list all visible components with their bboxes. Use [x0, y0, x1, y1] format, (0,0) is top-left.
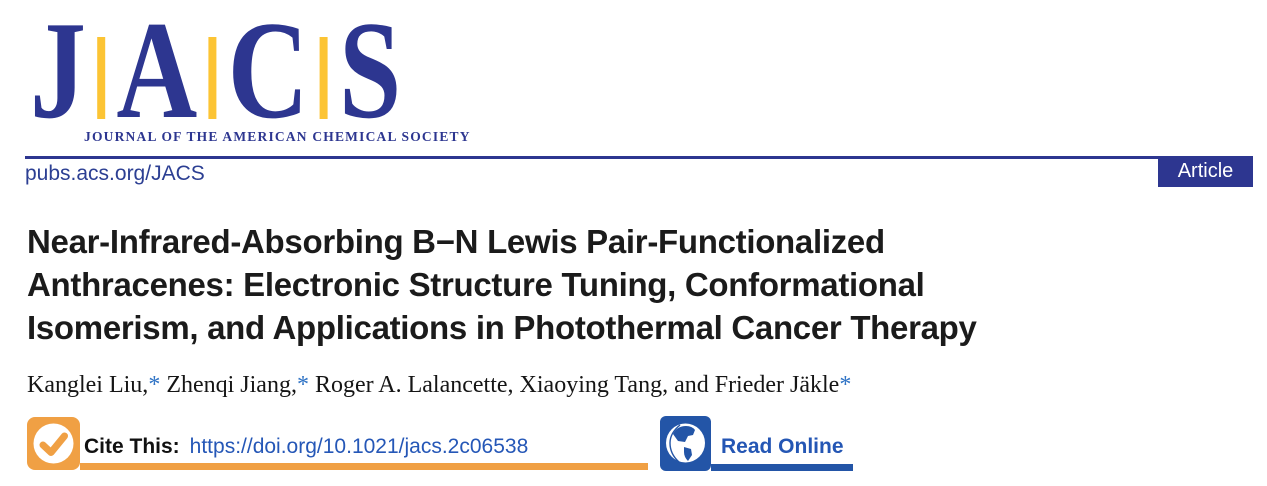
logo-separator-bar — [320, 37, 328, 119]
logo-separator-bar — [208, 37, 216, 119]
header-rule — [25, 156, 1253, 159]
article-title-line: Anthracenes: Electronic Structure Tuning, Conformational — [27, 266, 925, 303]
corresponding-author-asterisk: * — [296, 372, 309, 398]
logo-letter-c: C — [227, 0, 309, 148]
corresponding-author-asterisk: * — [839, 372, 852, 398]
logo-letter-s: S — [338, 0, 402, 148]
read-online-link[interactable]: Read Online — [721, 435, 844, 458]
logo-letter-j: J — [30, 0, 86, 148]
logo-letter-a: A — [116, 0, 198, 148]
check-circle-icon — [27, 417, 80, 470]
globe-icon[interactable] — [660, 416, 711, 471]
jacs-logo — [30, 0, 402, 148]
article-type-badge: Article — [1158, 156, 1253, 187]
corresponding-author-asterisk: * — [148, 372, 161, 398]
article-title-line: Near-Infrared-Absorbing B−N Lewis Pair-Functionalized — [27, 223, 885, 260]
read-online-underline — [711, 464, 853, 471]
author-list — [27, 372, 851, 399]
journal-tagline: JOURNAL OF THE AMERICAN CHEMICAL SOCIETY — [84, 129, 471, 144]
article-title — [27, 220, 977, 349]
cite-underline — [80, 463, 648, 470]
author-name: Roger A. Lalancette, Xiaoying Tang, and Frieder Jäkle — [308, 372, 840, 398]
doi-link[interactable]: https://doi.org/10.1021/jacs.2c06538 — [189, 435, 529, 458]
cite-this-label: Cite This: — [84, 435, 180, 458]
author-name: Kanglei Liu, — [27, 372, 149, 398]
journal-url-link[interactable]: pubs.acs.org/JACS — [25, 162, 205, 185]
author-name: Zhenqi Jiang, — [160, 372, 297, 398]
article-title-line: Isomerism, and Applications in Photothermal Cancer Therapy — [27, 309, 977, 346]
logo-separator-bar — [97, 37, 105, 119]
cite-this-row — [84, 435, 528, 459]
